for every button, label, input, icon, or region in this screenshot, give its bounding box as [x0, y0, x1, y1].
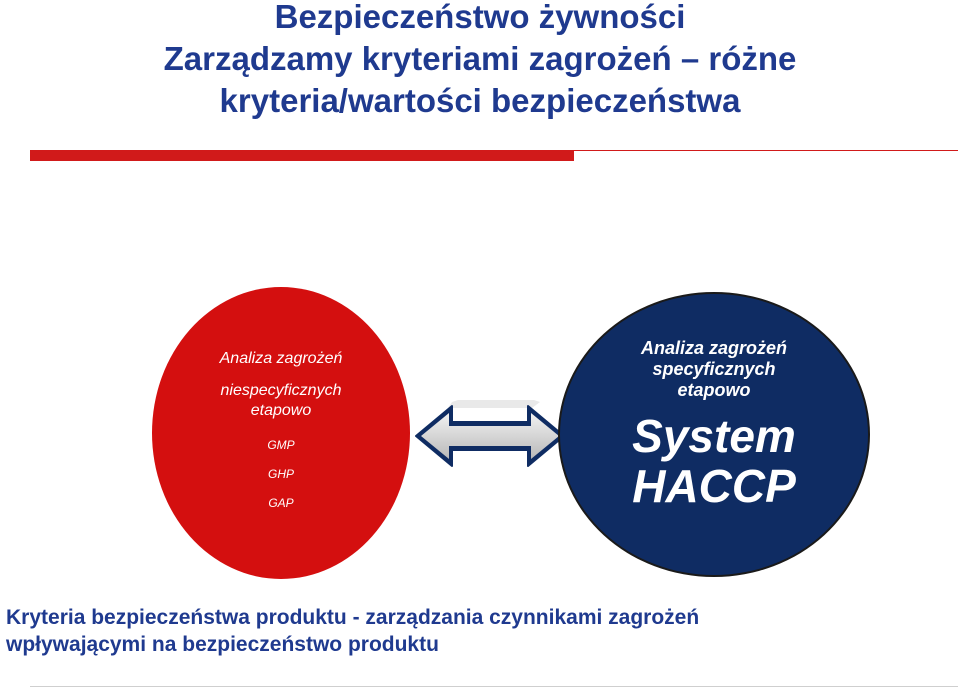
specific-hazard-circle — [558, 292, 870, 577]
footer-caption — [6, 604, 956, 658]
right-circle-stage-label: etapowo — [677, 380, 751, 400]
title-underline-thick — [30, 150, 574, 161]
left-circle-stage-label: etapowo — [250, 402, 312, 419]
footer-line-1: Kryteria bezpieczeństwa produktu - zarządzania czynnikami zagrożeń — [6, 606, 700, 629]
left-circle-subheading: niespecyficznych — [220, 382, 342, 399]
footer-divider — [30, 686, 958, 687]
title-line-2: Zarządzamy kryteriami zagrożeń – różne — [163, 40, 797, 77]
right-circle-subheading: specyficznych — [652, 359, 776, 379]
title-line-3: kryteria/wartości bezpieczeństwa — [219, 82, 741, 119]
right-circle-heading: Analiza zagrożeń — [640, 338, 788, 358]
nonspecific-hazard-circle — [152, 287, 410, 579]
haccp-label: HACCP — [632, 460, 796, 512]
system-label: System — [632, 410, 796, 462]
footer-line-2: wpływającymi na bezpieczeństwo produktu — [6, 633, 439, 656]
left-circle-heading: Analiza zagrożeń — [219, 350, 343, 367]
ghp-label: GHP — [267, 467, 294, 481]
page-title — [0, 0, 960, 122]
double-headed-arrow-icon — [414, 398, 566, 470]
title-line-1: Bezpieczeństwo żywności — [274, 0, 686, 35]
gmp-label: GMP — [267, 438, 295, 452]
title-underline-thin — [574, 150, 958, 151]
gap-label: GAP — [268, 496, 294, 510]
